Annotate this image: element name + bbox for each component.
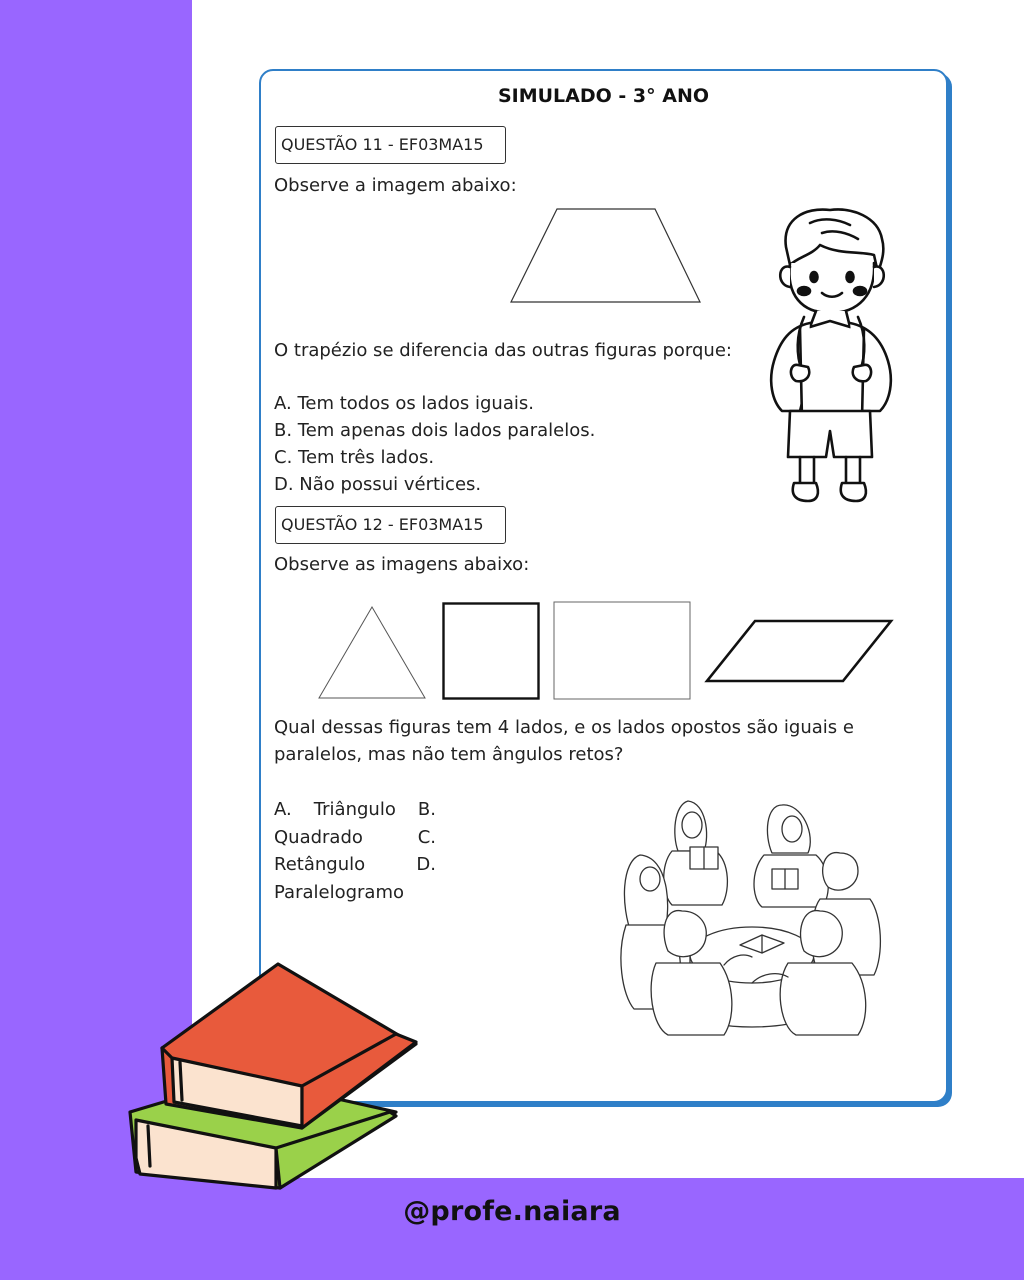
question-11-intro: Observe a imagem abaixo: — [274, 175, 517, 196]
square-shape — [442, 602, 540, 700]
q12-option-row — [274, 851, 436, 879]
question-12-tag: QUESTÃO 12 - EF03MA15 — [275, 506, 506, 544]
trapezoid-shape — [505, 205, 705, 307]
stacked-books-icon — [126, 962, 424, 1198]
q12-option-d-letter: D. — [416, 854, 436, 875]
question-12-intro: Observe as imagens abaixo: — [274, 554, 530, 575]
q12-option-a-text: Triângulo — [313, 799, 396, 820]
q12-option-b-text: Quadrado — [274, 826, 363, 848]
question-12-prompt-line2: paralelos, mas não tem ângulos retos? — [274, 744, 624, 765]
boy-with-backpack-drawing — [760, 205, 900, 510]
q12-options — [274, 796, 436, 906]
question-11-prompt: O trapézio se diferencia das outras figuras porque: — [274, 340, 732, 361]
q12-option-c-text: Retângulo — [274, 854, 366, 875]
parallelogram-shape — [703, 618, 895, 684]
students-reading-circle-drawing — [612, 795, 890, 1040]
q12-option-row — [274, 796, 436, 824]
question-11-tag: QUESTÃO 11 - EF03MA15 — [275, 126, 506, 164]
q11-option-c: C. Tem três lados. — [274, 447, 435, 468]
q11-option-d: D. Não possui vértices. — [274, 474, 482, 495]
q12-option-a-letter: A. — [274, 799, 292, 820]
author-handle: @profe.naiara — [403, 1196, 621, 1227]
q12-option-b-letter: B. — [417, 799, 436, 820]
q11-option-a: A. Tem todos os lados iguais. — [274, 393, 534, 414]
triangle-shape — [316, 604, 428, 700]
question-12-prompt-line1: Qual dessas figuras tem 4 lados, e os lados opostos são iguais e — [274, 717, 854, 738]
q11-option-b: B. Tem apenas dois lados paralelos. — [274, 420, 596, 441]
q12-option-row — [274, 879, 436, 907]
q12-option-d-text: Paralelogramo — [274, 881, 404, 903]
rectangle-shape — [553, 601, 691, 700]
q12-option-c-letter: C. — [417, 826, 436, 848]
q12-option-row — [274, 824, 436, 852]
worksheet-title: SIMULADO - 3° ANO — [497, 85, 710, 107]
